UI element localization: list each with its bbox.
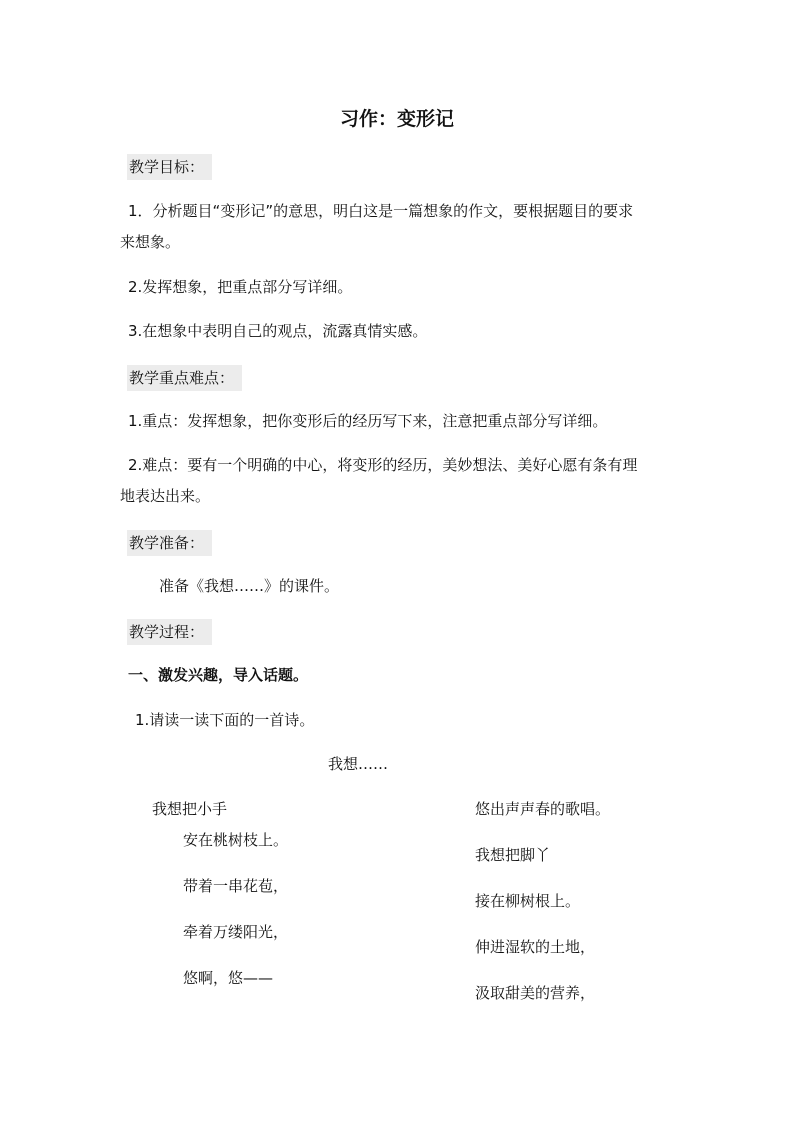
keypoint-item-2: 2.难点：要有一个明确的中心，将变形的经历，美妙想法、美好心愿有条有理 xyxy=(128,456,638,474)
poem-title: 我想…… xyxy=(328,755,389,773)
poem-line: 安在桃树枝上。 xyxy=(183,831,289,849)
poem-line: 悠出声声春的歌唱。 xyxy=(475,800,611,818)
poem-line: 接在柳树根上。 xyxy=(475,892,581,910)
document-title: 习作：变形记 xyxy=(339,108,454,130)
goals-heading: 教学目标： xyxy=(127,154,212,180)
poem-line: 带着一串花苞， xyxy=(183,877,289,895)
poem-line: 伸进湿软的土地， xyxy=(475,938,596,956)
process-heading: 教学过程： xyxy=(127,619,212,645)
goal-item-3: 3.在想象中表明自己的观点，流露真情实感。 xyxy=(128,322,428,340)
goal-item-1: 1．分析题目“变形记”的意思，明白这是一篇想象的作文，要根据题目的要求 xyxy=(128,202,634,220)
poem-line: 我想把脚丫 xyxy=(475,846,551,864)
poem-line: 牵着万缕阳光， xyxy=(183,923,289,941)
prep-heading: 教学准备： xyxy=(127,530,212,556)
step-1-text: 1.请读一读下面的一首诗。 xyxy=(135,711,315,729)
keypoints-heading: 教学重点难点： xyxy=(127,365,242,391)
goal-item-2: 2.发挥想象，把重点部分写详细。 xyxy=(128,278,353,296)
keypoint-item-1: 1.重点：发挥想象，把你变形后的经历写下来，注意把重点部分写详细。 xyxy=(128,412,608,430)
keypoint-item-2-continued: 地表达出来。 xyxy=(120,487,211,505)
goal-item-1-continued: 来想象。 xyxy=(120,233,181,251)
poem-line: 悠啊，悠—— xyxy=(183,969,274,987)
poem-line: 我想把小手 xyxy=(152,800,228,818)
prep-text: 准备《我想……》的课件。 xyxy=(159,577,340,595)
section-1-heading: 一、激发兴趣，导入话题。 xyxy=(128,666,309,684)
poem-line: 汲取甜美的营养， xyxy=(475,984,596,1002)
